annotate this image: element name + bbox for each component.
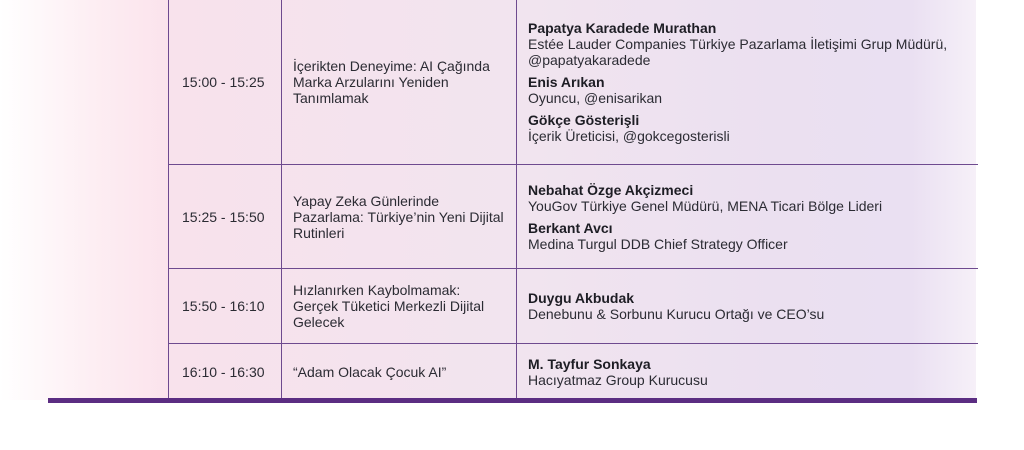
session-speakers — [517, 0, 978, 165]
left-gradient-background — [0, 0, 168, 400]
session-time: 15:00 - 15:25 — [169, 0, 282, 165]
speaker-role: Hacıyatmaz Group Kurucusu — [528, 371, 708, 388]
speaker-name: M. Tayfur Sonkaya — [528, 355, 651, 372]
session-speakers — [517, 344, 978, 400]
speaker-role: İçerik Üreticisi, @gokcegosterisli — [528, 128, 730, 144]
speaker — [528, 182, 970, 214]
speaker-role: Denebunu & Sorbunu Kurucu Ortağı ve CEO’su — [528, 306, 825, 322]
speaker-name: Duygu Akbudak — [528, 290, 635, 306]
speaker-name: Berkant Avcı — [528, 219, 613, 236]
speaker-role: Estée Lauder Companies Türkiye Pazarlama İletişimi Grup Müdürü, @papatyakaradede — [528, 36, 948, 68]
session-speakers — [517, 269, 978, 344]
table-row — [169, 344, 978, 400]
session-title: “Adam Olacak Çocuk AI” — [282, 344, 517, 400]
speaker-role: YouGov Türkiye Genel Müdürü, MENA Ticari Bölge Lideri — [528, 197, 883, 214]
session-time: 15:50 - 16:10 — [169, 269, 282, 344]
table-row — [169, 0, 978, 165]
schedule-table — [168, 0, 978, 399]
session-time: 15:25 - 15:50 — [169, 165, 282, 269]
table-row — [169, 269, 978, 344]
session-title: Yapay Zeka Günlerinde Pazarlama: Türkiye’nin Yeni Dijital Rutinleri — [282, 165, 517, 269]
speaker — [528, 290, 970, 322]
speaker — [528, 74, 970, 106]
speaker-name: Papatya Karadede Murathan — [528, 20, 717, 36]
bottom-rule — [48, 398, 977, 403]
speaker-name: Nebahat Özge Akçizmeci — [528, 181, 694, 198]
session-time: 16:10 - 16:30 — [169, 344, 282, 400]
speaker-name: Enis Arıkan — [528, 74, 605, 90]
speaker — [528, 20, 970, 68]
session-speakers — [517, 165, 978, 269]
table-row — [169, 165, 978, 269]
speaker-role: Medina Turgul DDB Chief Strategy Officer — [528, 235, 788, 252]
session-title: İçerikten Deneyime: AI Çağında Marka Arzularını Yeniden Tanımlamak — [282, 0, 517, 165]
speaker — [528, 220, 970, 252]
speaker — [528, 112, 970, 144]
speaker — [528, 356, 970, 388]
speaker-name: Gökçe Gösterişli — [528, 112, 640, 128]
speaker-role: Oyuncu, @enisarikan — [528, 90, 663, 106]
right-margin — [976, 0, 1024, 400]
session-title: Hızlanırken Kaybolmamak: Gerçek Tüketici Merkezli Dijital Gelecek — [282, 269, 517, 344]
